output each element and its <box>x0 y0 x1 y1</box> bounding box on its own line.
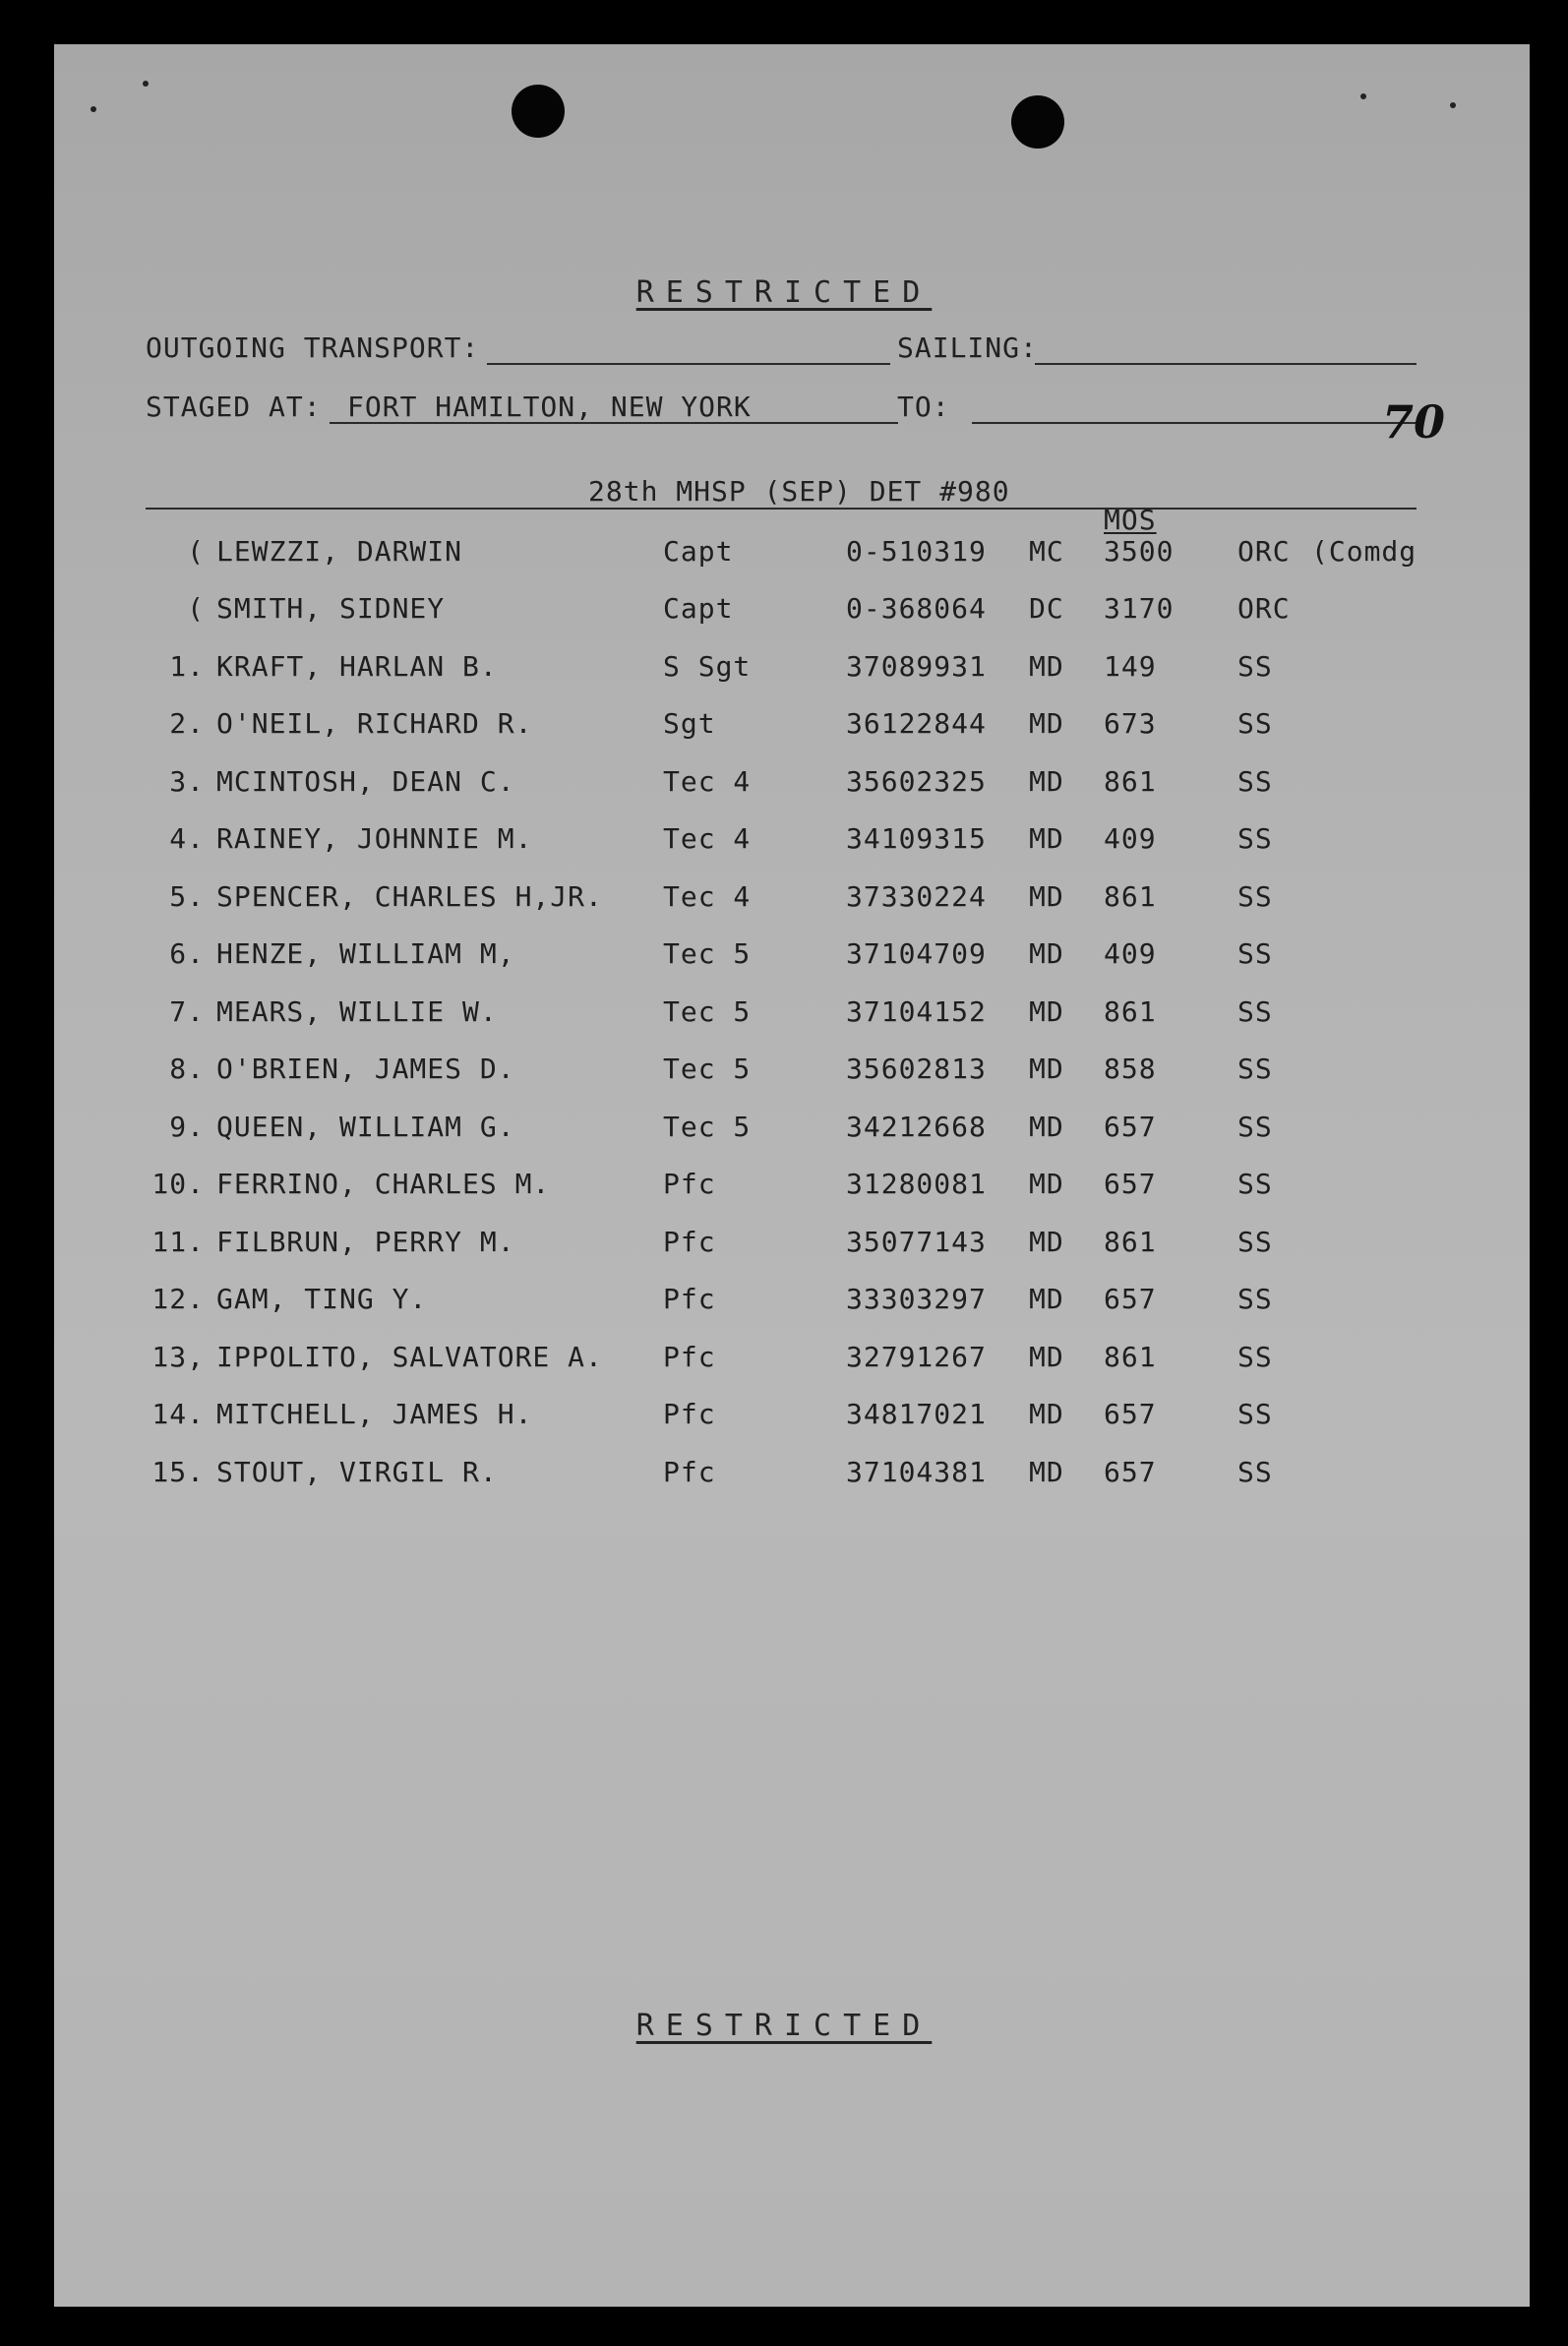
roster-row-number: 4. <box>169 822 205 855</box>
roster-row-number: 14. <box>151 1398 205 1430</box>
roster-row <box>0 650 1568 690</box>
roster-row-name: KRAFT, HARLAN B. <box>216 650 498 683</box>
roster-row-mos: 3170 <box>1104 592 1175 625</box>
roster-row-mos: 673 <box>1104 707 1157 740</box>
roster-row-status: SS <box>1237 937 1273 970</box>
roster-row-status: SS <box>1237 1053 1273 1085</box>
roster-row <box>0 1053 1568 1092</box>
roster-row-rank: Pfc <box>663 1341 716 1373</box>
roster-row-branch: MD <box>1029 822 1064 855</box>
roster-row-rank: Pfc <box>663 1168 716 1200</box>
roster-row-rank: Tec 5 <box>663 995 752 1028</box>
roster-row-mos: 858 <box>1104 1053 1157 1085</box>
roster-row-rank: Tec 4 <box>663 880 752 913</box>
handwritten-page-number: 70 <box>1382 395 1446 449</box>
roster-row-rank: Capt <box>663 592 734 625</box>
roster-row-number: ( <box>187 535 205 568</box>
roster-row-serial: 34212668 <box>846 1111 987 1143</box>
roster-row <box>0 1168 1568 1207</box>
roster-row <box>0 1456 1568 1495</box>
roster-row <box>0 1341 1568 1380</box>
speck <box>1360 93 1366 99</box>
roster-row-rank: Pfc <box>663 1226 716 1258</box>
roster-row-name: IPPOLITO, SALVATORE A. <box>216 1341 603 1373</box>
roster-row-number: 1. <box>169 650 205 683</box>
roster-row-serial: 32791267 <box>846 1341 987 1373</box>
roster-row-mos: 409 <box>1104 937 1157 970</box>
roster-row <box>0 880 1568 920</box>
roster-row-number: 7. <box>169 995 205 1028</box>
roster-row-status: SS <box>1237 822 1273 855</box>
roster-row-branch: MD <box>1029 1053 1064 1085</box>
roster-row-rank: Tec 5 <box>663 937 752 970</box>
roster-row <box>0 822 1568 862</box>
roster-row-status: SS <box>1237 1398 1273 1430</box>
roster-row-rank: Tec 5 <box>663 1111 752 1143</box>
roster-row <box>0 765 1568 805</box>
roster-row-number: 13, <box>151 1341 205 1373</box>
roster-row-status: SS <box>1237 1341 1273 1373</box>
roster-row-status: ORC <box>1237 535 1291 568</box>
roster-row-name: STOUT, VIRGIL R. <box>216 1456 498 1488</box>
roster-row-rank: Capt <box>663 535 734 568</box>
roster-row-name: O'NEIL, RICHARD R. <box>216 707 533 740</box>
speck <box>90 106 96 112</box>
roster-row-name: SPENCER, CHARLES H,JR. <box>216 880 603 913</box>
restricted-footer: RESTRICTED <box>635 2009 933 2043</box>
speck <box>143 81 149 87</box>
roster-row-status: SS <box>1237 1111 1273 1143</box>
roster-row-branch: MD <box>1029 1456 1064 1488</box>
roster-row <box>0 937 1568 977</box>
roster-row-rank: Pfc <box>663 1456 716 1488</box>
roster-row-number: 11. <box>151 1226 205 1258</box>
roster-row-number: 8. <box>169 1053 205 1085</box>
roster-row-name: LEWZZI, DARWIN <box>216 535 463 568</box>
roster-row-branch: MD <box>1029 995 1064 1028</box>
roster-row-mos: 861 <box>1104 1226 1157 1258</box>
roster-row-branch: MD <box>1029 707 1064 740</box>
roster-row <box>0 995 1568 1035</box>
roster-row-name: GAM, TING Y. <box>216 1283 428 1315</box>
roster-row-serial: 34109315 <box>846 822 987 855</box>
to-line <box>972 422 1417 424</box>
roster-row-status: SS <box>1237 880 1273 913</box>
roster-row <box>0 592 1568 632</box>
roster-row-serial: 0-368064 <box>846 592 987 625</box>
roster-row-branch: DC <box>1029 592 1064 625</box>
roster-row-mos: 3500 <box>1104 535 1175 568</box>
roster-row-rank: Pfc <box>663 1283 716 1315</box>
roster-row-serial: 35602813 <box>846 1053 987 1085</box>
roster-row-name: MEARS, WILLIE W. <box>216 995 498 1028</box>
roster-row-branch: MD <box>1029 1226 1064 1258</box>
roster-row-number: 6. <box>169 937 205 970</box>
unit-title: 28th MHSP (SEP) DET #980 <box>588 475 1010 508</box>
roster-row-rank: S Sgt <box>663 650 752 683</box>
roster-row-status: SS <box>1237 995 1273 1028</box>
roster-row-serial: 37104709 <box>846 937 987 970</box>
roster-row-name: MCINTOSH, DEAN C. <box>216 765 515 798</box>
roster-row-branch: MD <box>1029 1168 1064 1200</box>
roster-row-name: HENZE, WILLIAM M, <box>216 937 515 970</box>
roster-row-serial: 35077143 <box>846 1226 987 1258</box>
roster-row-number: 15. <box>151 1456 205 1488</box>
roster-row-number: 9. <box>169 1111 205 1143</box>
roster-row-branch: MC <box>1029 535 1064 568</box>
roster-row-serial: 34817021 <box>846 1398 987 1430</box>
roster-row-mos: 657 <box>1104 1398 1157 1430</box>
to-label: TO: <box>897 391 950 423</box>
roster-row-serial: 37089931 <box>846 650 987 683</box>
roster-row-number: 5. <box>169 880 205 913</box>
roster-row-mos: 657 <box>1104 1283 1157 1315</box>
roster-row-status: SS <box>1237 765 1273 798</box>
roster-row-branch: MD <box>1029 650 1064 683</box>
roster-row-mos: 861 <box>1104 765 1157 798</box>
roster-row <box>0 1398 1568 1437</box>
roster-row-branch: MD <box>1029 1283 1064 1315</box>
roster-row-number: ( <box>187 592 205 625</box>
roster-row-mos: 657 <box>1104 1111 1157 1143</box>
roster-row-number: 12. <box>151 1283 205 1315</box>
staged-at-value: FORT HAMILTON, NEW YORK <box>347 391 752 423</box>
roster-row-rank: Tec 4 <box>663 765 752 798</box>
restricted-header: RESTRICTED <box>635 275 933 310</box>
outgoing-transport-label: OUTGOING TRANSPORT: <box>146 331 480 364</box>
roster-row-status: ORC <box>1237 592 1291 625</box>
roster-row-status: SS <box>1237 1456 1273 1488</box>
unit-title-rule <box>146 508 1417 510</box>
roster-row-status: SS <box>1237 1168 1273 1200</box>
roster-row-serial: 37104381 <box>846 1456 987 1488</box>
roster-row-serial: 0-510319 <box>846 535 987 568</box>
roster-row-status: SS <box>1237 707 1273 740</box>
roster-row-serial: 37330224 <box>846 880 987 913</box>
roster-row-status: SS <box>1237 1226 1273 1258</box>
staged-at-label: STAGED AT: <box>146 391 322 423</box>
roster-row-mos: 657 <box>1104 1168 1157 1200</box>
roster-row <box>0 1111 1568 1150</box>
roster-row-rank: Sgt <box>663 707 716 740</box>
roster-row-branch: MD <box>1029 880 1064 913</box>
roster-row-note: (Comdg <box>1311 535 1417 568</box>
roster-row <box>0 1226 1568 1265</box>
roster-row-branch: MD <box>1029 765 1064 798</box>
roster-row-name: O'BRIEN, JAMES D. <box>216 1053 515 1085</box>
roster-row-name: RAINEY, JOHNNIE M. <box>216 822 533 855</box>
roster-row-branch: MD <box>1029 1341 1064 1373</box>
roster-row-number: 10. <box>151 1168 205 1200</box>
roster-row-branch: MD <box>1029 1398 1064 1430</box>
roster-row-status: SS <box>1237 1283 1273 1315</box>
roster-row-status: SS <box>1237 650 1273 683</box>
roster-row-branch: MD <box>1029 1111 1064 1143</box>
roster-row-serial: 33303297 <box>846 1283 987 1315</box>
speck <box>1450 102 1456 108</box>
roster-row-mos: 409 <box>1104 822 1157 855</box>
roster-row-mos: 861 <box>1104 1341 1157 1373</box>
roster-row-serial: 36122844 <box>846 707 987 740</box>
roster-row-name: FILBRUN, PERRY M. <box>216 1226 515 1258</box>
punch-hole-left <box>512 85 565 138</box>
roster-row-name: MITCHELL, JAMES H. <box>216 1398 533 1430</box>
roster-row-number: 2. <box>169 707 205 740</box>
roster-row-serial: 37104152 <box>846 995 987 1028</box>
roster-row-mos: 149 <box>1104 650 1157 683</box>
roster-row-rank: Tec 4 <box>663 822 752 855</box>
roster-row <box>0 535 1568 574</box>
roster-row-rank: Tec 5 <box>663 1053 752 1085</box>
roster-row-name: SMITH, SIDNEY <box>216 592 446 625</box>
roster-row-serial: 35602325 <box>846 765 987 798</box>
roster-row <box>0 707 1568 747</box>
roster-row-branch: MD <box>1029 937 1064 970</box>
roster-row-mos: 861 <box>1104 880 1157 913</box>
outgoing-transport-line <box>487 363 890 365</box>
roster-row-name: QUEEN, WILLIAM G. <box>216 1111 515 1143</box>
roster-row <box>0 1283 1568 1322</box>
punch-hole-right <box>1011 95 1064 149</box>
sailing-line <box>1035 363 1417 365</box>
roster-row-mos: 657 <box>1104 1456 1157 1488</box>
roster-row-name: FERRINO, CHARLES M. <box>216 1168 551 1200</box>
staged-at-line <box>330 422 898 424</box>
sailing-label: SAILING: <box>897 331 1038 364</box>
mos-column-header: MOS <box>1104 504 1157 536</box>
roster-row-number: 3. <box>169 765 205 798</box>
roster-row-serial: 31280081 <box>846 1168 987 1200</box>
roster-row-rank: Pfc <box>663 1398 716 1430</box>
roster-row-mos: 861 <box>1104 995 1157 1028</box>
